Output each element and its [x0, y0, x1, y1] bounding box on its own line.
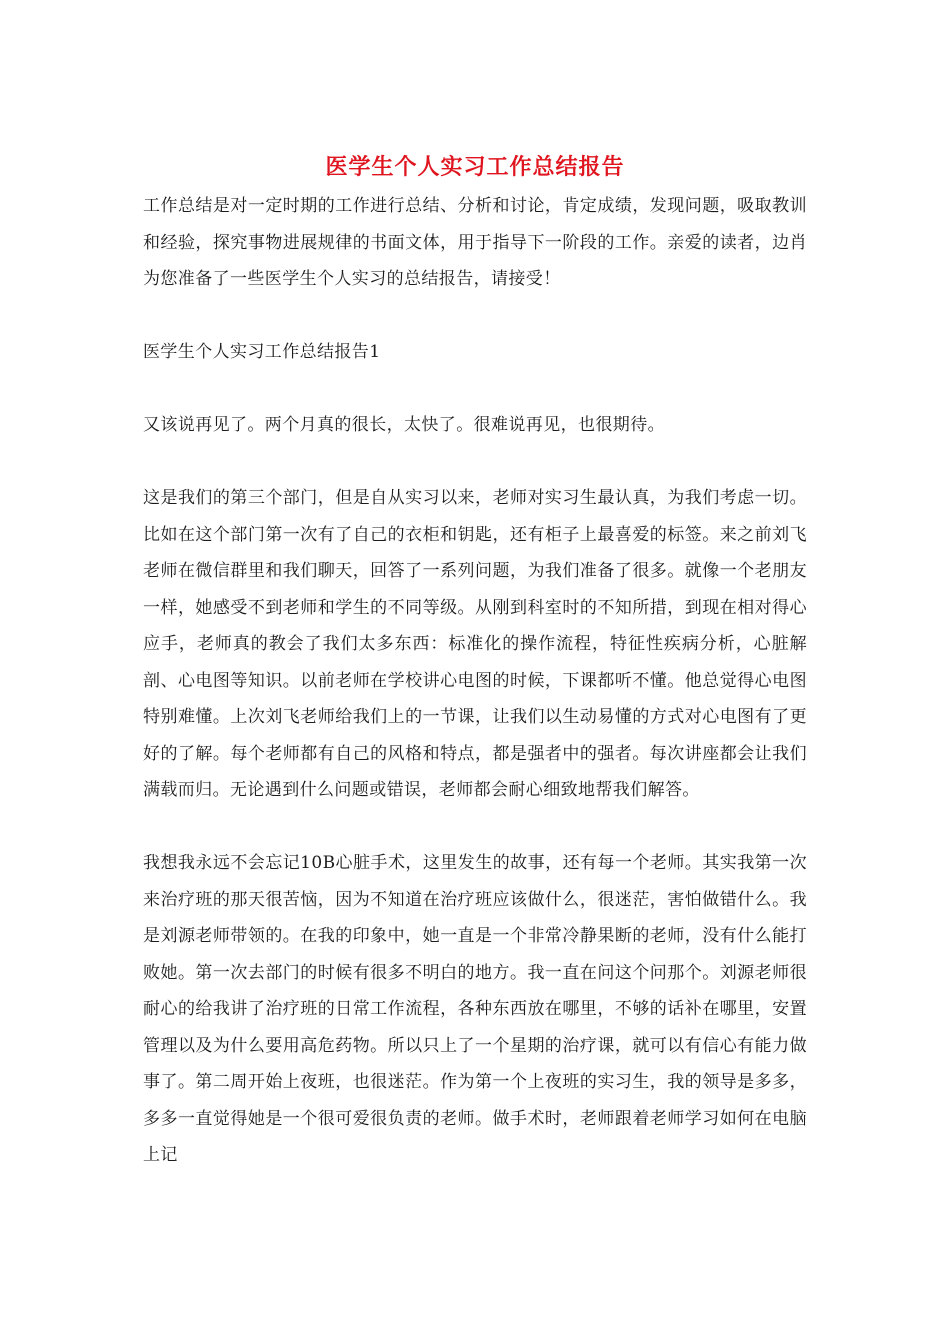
document-body	[143, 148, 807, 1174]
body-paragraph-3: 我想我永远不会忘记10B心脏手术，这里发生的故事，还有每一个老师。其实我第一次来治疗班的那天很苦恼，因为不知道在治疗班应该做什么，很迷茫，害怕做错什么。我是刘源老师带领的。在我的印象中，她一直是一个非常冷静果断的老师，没有什么能打败她。第一次去部门的时候有很多不明白的地方。我一直在问这个问那个。刘源老师很耐心的给我讲了治疗班的日常工作流程，各种东西放在哪里，不够的话补在哪里，安置管理以及为什么要用高危药物。所以只上了一个星期的治疗课，就可以有信心有能力做事了。第二周开始上夜班，也很迷茫。作为第一个上夜班的实习生，我的领导是多多，多多一直觉得她是一个很可爱很负责的老师。做手术时，老师跟着老师学习如何在电脑上记	[143, 853, 807, 1165]
body-paragraph-1: 又该说再见了。两个月真的很长，太快了。很难说再见，也很期待。	[143, 415, 665, 435]
intro-paragraph: 工作总结是对一定时期的工作进行总结、分析和讨论，肯定成绩，发现问题，吸取教训和经验，探究事物进展规律的书面文体，用于指导下一阶段的工作。亲爱的读者，边肖为您准备了一些医学生个人实习的总结报告，请接受！	[143, 196, 807, 289]
body-paragraph-2: 这是我们的第三个部门，但是自从实习以来，老师对实习生最认真，为我们考虑一切。比如在这个部门第一次有了自己的衣柜和钥匙，还有柜子上最喜爱的标签。来之前刘飞老师在微信群里和我们聊天，回答了一系列问题，为我们准备了很多。就像一个老朋友一样，她感受不到老师和学生的不同等级。从刚到科室时的不知所措，到现在相对得心应手，老师真的教会了我们太多东西：标准化的操作流程，特征性疾病分析，心脏解剖、心电图等知识。以前老师在学校讲心电图的时候，下课都听不懂。他总觉得心电图特别难懂。上次刘飞老师给我们上的一节课，让我们以生动易懂的方式对心电图有了更好的了解。每个老师都有自己的风格和特点，都是强者中的强者。每次讲座都会让我们满载而归。无论遇到什么问题或错误，老师都会耐心细致地帮我们解答。	[143, 488, 807, 800]
section-heading: 医学生个人实习工作总结报告1	[143, 342, 381, 362]
paragraph-gap	[143, 298, 807, 335]
paragraph-gap	[143, 444, 807, 481]
paragraph-gap	[143, 371, 807, 408]
paragraph-gap	[143, 809, 807, 846]
document-title: 医学生个人实习工作总结报告	[325, 155, 625, 180]
